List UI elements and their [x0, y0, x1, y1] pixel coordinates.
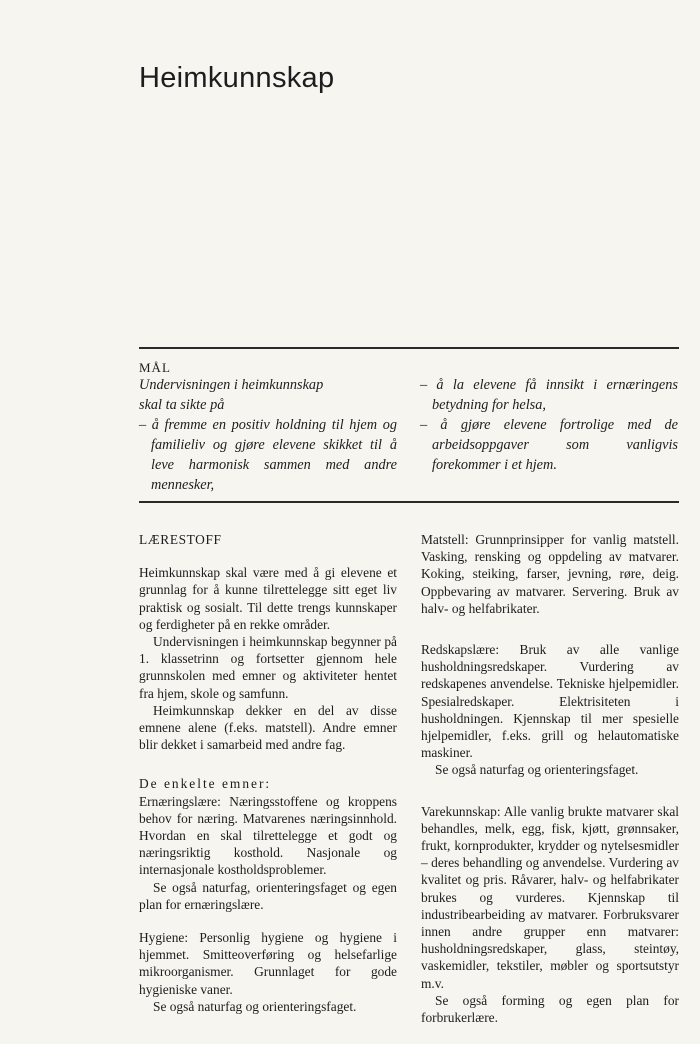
mal-intro-line-1: Undervisningen i heimkunnskap — [139, 377, 324, 393]
hygiene-see-also: Se også naturfag og orienteringsfaget. — [153, 998, 357, 1014]
larestoff-left-column — [139, 531, 397, 1015]
varekunnskap-paragraph: Varekunnskap: Alle vanlig brukte matvarer skal behandles, melk, egg, fisk, kjøtt, grønnsaker, frukt, kornprodukter, krydder og nytelsesmidler – deres behandling og anvendelse. Vurdering av kvalitet og pris. Råvarer, halv- og helfabrikater brukes og vurderes. Kjennskap til industribearbeiding av matvarer. Forbruksvarer innen andre grupper enn matvarer: husholdningsredskaper, glass, steintøy, vaskemidler, tekstiler, møbler og sportsutstyr m.v. — [421, 803, 679, 991]
divider-bottom — [139, 501, 679, 503]
larestoff-paragraph-2: Undervisningen i heimkunnskap begynner på 1. klassetrinn og fortsetter gjennom hele grunnskolen med emner og aktiviteter hentet fra hjem, skole og samfunn. — [139, 634, 397, 701]
redskapslare-see-also: Se også naturfag og orienteringsfaget. — [435, 762, 639, 778]
mal-intro-line-2: skal ta sikte på — [139, 397, 225, 414]
mal-right-column — [420, 375, 678, 475]
larestoff-paragraph-3: Heimkunnskap dekker en del av disse emnene alene (f.eks. matstell). Andre emner blir dekket i samarbeid med andre fag. — [139, 702, 397, 753]
hygiene-paragraph: Hygiene: Personlig hygiene og hygiene i hjemmet. Smitteoverføring og helsefarlige mikroorganismer. Grunnlaget for gode hygieniske vaner. — [139, 930, 397, 997]
matstell-paragraph: Matstell: Grunnprinsipper for vanlig matstell. Vasking, rensking og oppdeling av matvarer. Koking, steiking, farser, jevning, røre, deig. Oppbevaring av matvarer. Servering. Bruk av halv- og helfabrikater. — [421, 532, 679, 616]
mal-bullet-arbeidsoppgaver: – å gjøre elevene fortrolige med de arbeidsoppgaver som vanligvis forekommer i et hjem. — [420, 417, 678, 474]
ernaringslare-paragraph: Ernæringslære: Næringsstoffene og kroppens behov for næring. Matvarenes næringsinnhold. Hvordan en skal tilrettelegge et godt og næringsriktig kosthold. Nasjonale og internasjonale kostholdsproblemer. — [139, 793, 397, 878]
mal-bullet-ernaring: – å la elevene få innsikt i ernæringens betydning for helsa, — [420, 377, 678, 414]
mal-left-column — [139, 375, 397, 496]
varekunnskap-see-also: Se også forming og egen plan for forbrukerlære. — [421, 992, 679, 1026]
page-title: Heimkunnskap — [139, 62, 335, 94]
emner-heading: De enkelte emner: — [139, 776, 272, 792]
redskapslare-paragraph: Redskapslære: Bruk av alle vanlige husholdningsredskaper. Vurdering av redskapenes anvendelse. Tekniske hjelpemidler. Spesialredskaper. Elektrisiteten i husholdningen. Kjennskap til mer spesielle hjelpemidler, f.eks. grill og helautomatiske maskiner. — [421, 642, 679, 761]
larestoff-paragraph-1: Heimkunnskap skal være med å gi elevene et grunnlag for å kunne tilrettelegge sitt eget liv praktisk og sosialt. Til dette trengs kunnskaper og ferdigheter på en rekke områder. — [139, 565, 397, 632]
larestoff-heading: LÆRESTOFF — [139, 532, 222, 547]
mal-heading: MÅL — [139, 360, 171, 375]
ernaringslare-see-also: Se også naturfag, orienteringsfaget og egen plan for ernæringslære. — [139, 879, 397, 912]
mal-bullet-holdning: – å fremme en positiv holdning til hjem og familieliv og gjøre elevene skikket til å leve harmonisk sammen med andre mennesker, — [139, 417, 397, 494]
divider-top — [139, 347, 679, 349]
larestoff-right-column — [421, 531, 679, 1026]
